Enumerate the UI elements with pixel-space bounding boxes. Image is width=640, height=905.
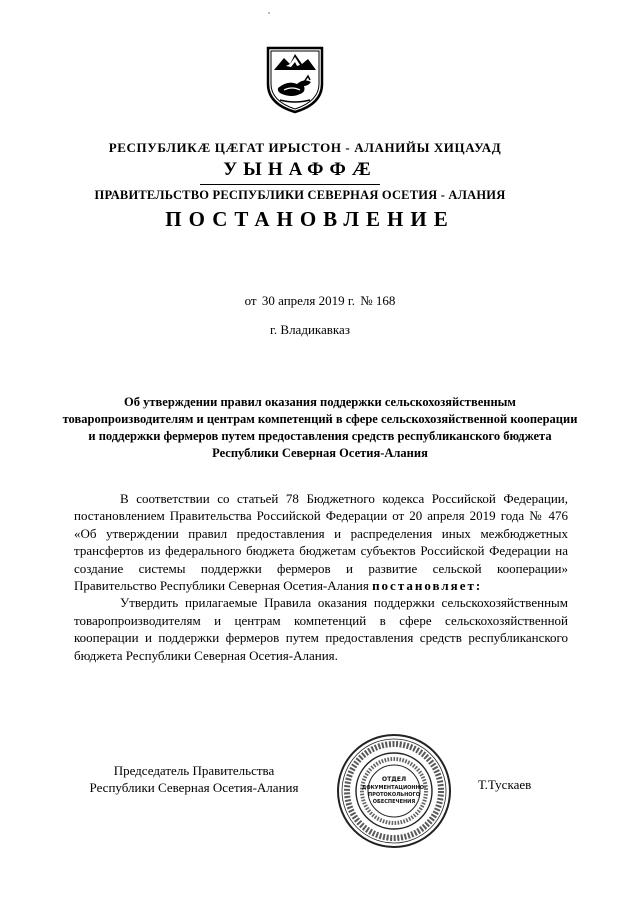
header-government-name: ПРАВИТЕЛЬСТВО РЕСПУБЛИКИ СЕВЕРНАЯ ОСЕТИЯ - АЛАНИЯ <box>94 188 506 202</box>
signatory-position-line2: Республики Северная Осетия-Алания <box>89 780 299 795</box>
preamble-text: В соответствии со статьей 78 Бюджетного кодекса Российской Федерации, постановлением Правительства Российской Федерации от 20 апреля 2019 года № 476 «Об утверждении правил предоставления и распределения иных межбюджетных трансфертов из федерального бюджета бюджетам субъектов Российской Федерации на создание системы поддержки фермеров и развитие сельской кооперации» Правительство Республики Северная Осетия-Алания <box>74 491 568 594</box>
document-type-heading: ПОСТАНОВЛЕНИЕ <box>165 207 455 231</box>
date-number-line <box>0 293 640 309</box>
header-divider <box>200 184 380 185</box>
official-seal-stamp-icon <box>336 733 452 849</box>
stamp-center-line-1: ОТДЕЛ <box>381 776 407 783</box>
resolves-keyword: постановляет: <box>372 578 483 594</box>
coat-of-arms-emblem-icon <box>264 44 326 114</box>
body-paragraph-1 <box>74 490 568 594</box>
header-ossetian-resolution: УЫНАФФӔ <box>223 159 377 180</box>
header-ossetian-government: РЕСПУБЛИКӔ ЦӔГАТ ИРЫСТОН - АЛАНИЙЫ ХИЦАУАД <box>108 140 502 155</box>
signatory-position <box>74 762 314 796</box>
date-prefix: от <box>244 293 257 308</box>
stamp-center-line-4: ОБЕСПЕЧЕНИЯ <box>372 799 416 805</box>
stamp-center-line-3: ПРОТОКОЛЬНОГО <box>368 792 420 798</box>
document-city: г. Владикавказ <box>270 322 350 337</box>
document-body <box>74 490 568 664</box>
signatory-position-line1: Председатель Правительства <box>113 763 275 778</box>
signatory-name: Т.Тускаев <box>478 777 532 792</box>
body-paragraph-2: Утвердить прилагаемые Правила оказания поддержки сельскохозяйственным товаропроизводителям и центрам компетенций в сфере сельскохозяйственной кооперации и поддержки фермеров путем предоставления средств республиканского бюджета Республики Северная Осетия-Алания. <box>74 595 568 663</box>
document-number: № 168 <box>360 293 396 308</box>
stamp-center-line-2: ДОКУМЕНТАЦИОННО- <box>361 785 427 791</box>
document-date: 30 апреля 2019 г. <box>261 293 356 308</box>
scan-speck <box>268 12 270 14</box>
document-title: Об утверждении правил оказания поддержки сельскохозяйственным товаропроизводителям и центрам компетенций в сфере сельскохозяйственной кооперации и поддержки фермеров путем предоставления средств республиканского бюджета Республики Северная Осетия-Алания <box>62 395 578 460</box>
